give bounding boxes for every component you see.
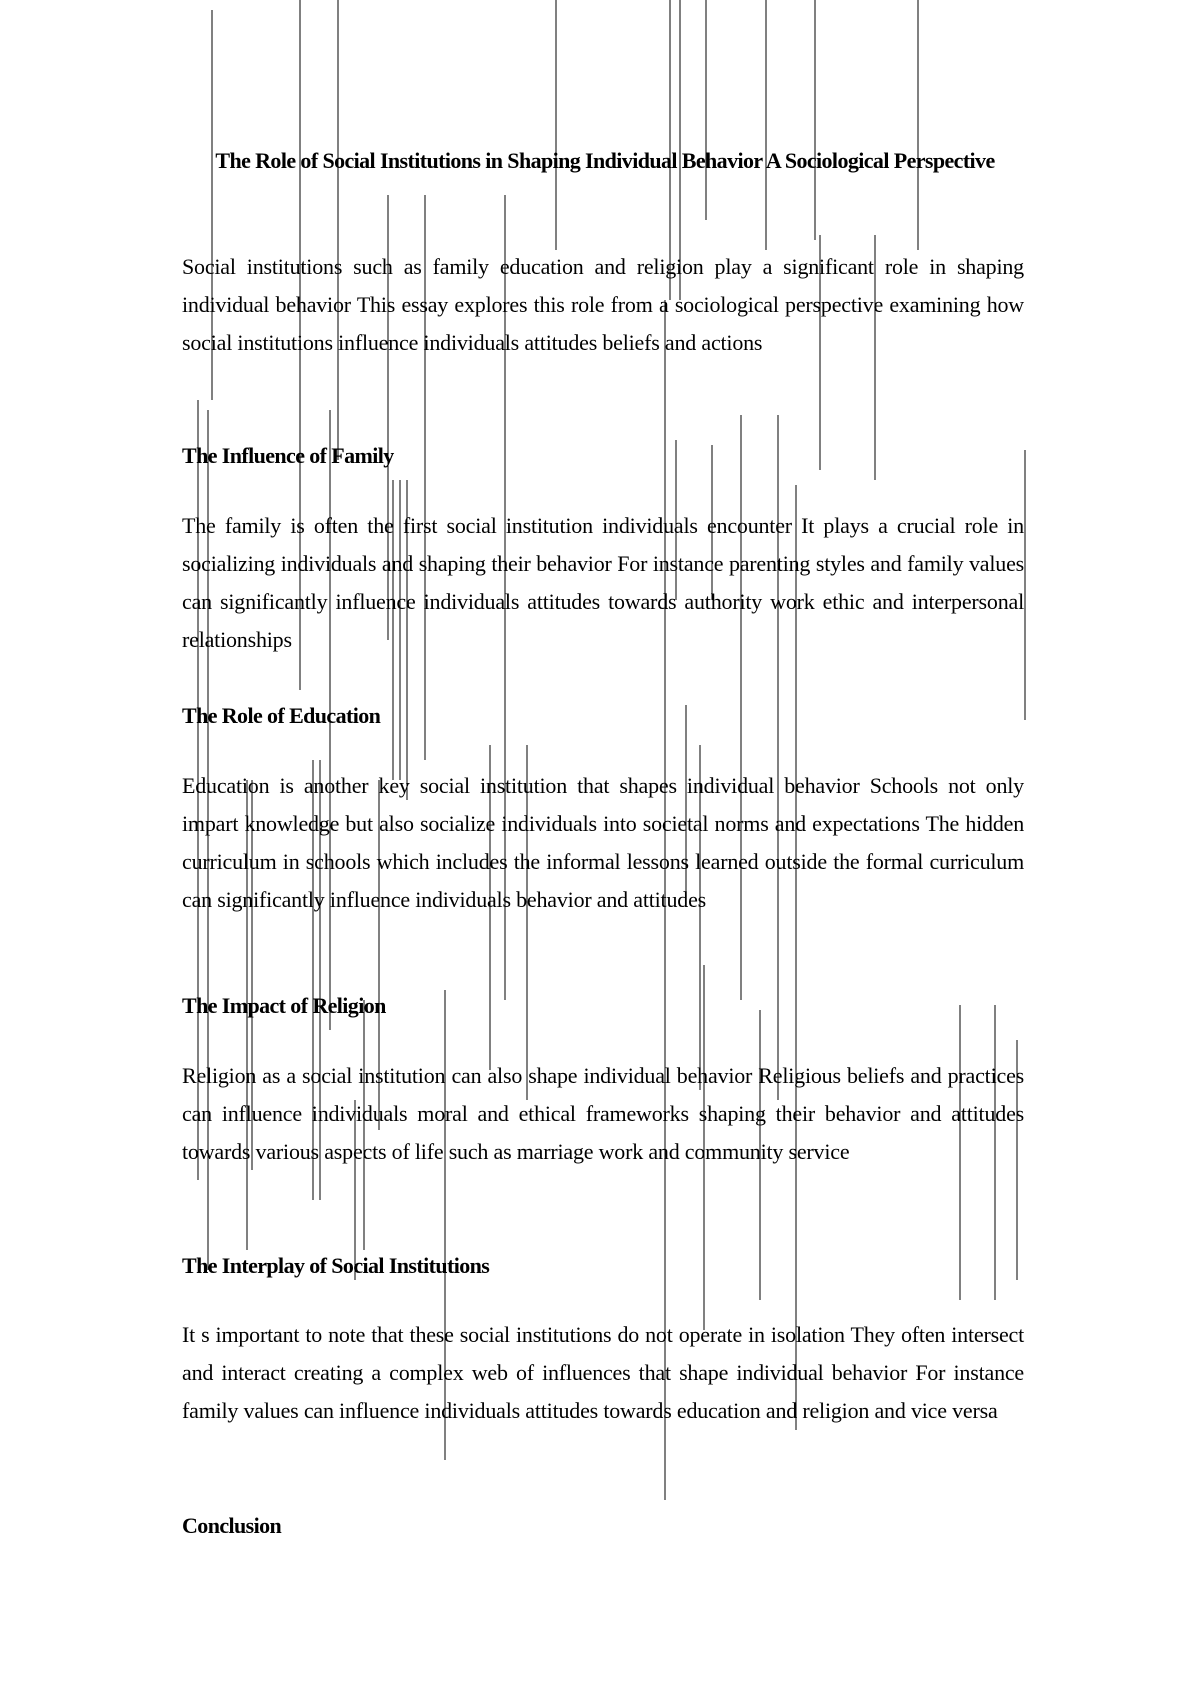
section-heading-religion: The Impact of Religion [182,993,386,1018]
document-title: The Role of Social Institutions in Shaping Individual Behavior A Sociological Perspective [215,148,995,173]
section-body-education: Education is another key social institution that shapes individual behavior Schools not only impart knowledge but also socialize individuals into societal norms and expectations The hidden curriculum in schools which includes the informal lessons learned outside the formal curriculum can significantly influence individuals behavior and attitudes [182,773,1024,912]
section-body-family: The family is often the first social institution individuals encounter It plays a crucial role in socializing individuals and shaping their behavior For instance parenting styles and family values can significantly influence individuals attitudes towards authority work ethic and interpersonal relationships [182,513,1024,652]
section-heading-conclusion: Conclusion [182,1513,282,1538]
intro-paragraph: Social institutions such as family education and religion play a significant role in shaping individual behavior This essay explores this role from a sociological perspective examining how social institutions influence individuals attitudes beliefs and actions [182,254,1024,355]
section-body-interplay: It s important to note that these social institutions do not operate in isolation They often intersect and interact creating a complex web of influences that shape individual behavior For instance family values can influence individuals attitudes towards education and religion and vice versa [182,1322,1024,1423]
section-heading-education: The Role of Education [182,703,381,728]
section-body-religion: Religion as a social institution can also shape individual behavior Religious beliefs and practices can influence individuals moral and ethical frameworks shaping their behavior and attitudes towards various aspects of life such as marriage work and community service [182,1063,1024,1164]
section-heading-interplay: The Interplay of Social Institutions [182,1253,490,1278]
section-heading-family: The Influence of Family [182,443,394,468]
